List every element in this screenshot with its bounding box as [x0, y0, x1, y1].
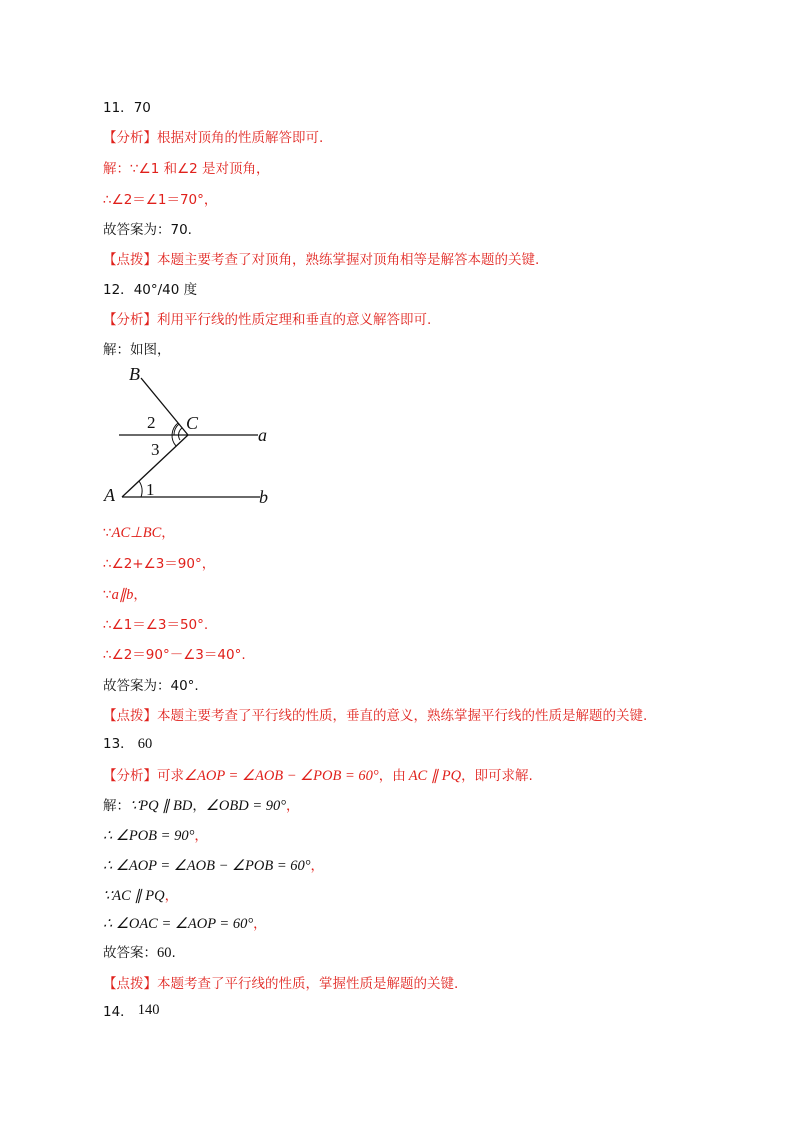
label-a-point: A [104, 485, 115, 505]
q12-step-5: ∴∠2＝90°－∠3＝40°. [103, 647, 246, 663]
q13-number: 13． [103, 736, 134, 752]
q12-step-1 [103, 524, 175, 542]
label-b-point: B [129, 364, 140, 384]
q13-solution-prefix: 解： [103, 798, 130, 814]
q13-analysis-mid: ，由 [378, 768, 406, 784]
q13-solution-line-4-math: ∵AC ∥ PQ [103, 888, 165, 904]
q11-answer-line [103, 99, 151, 117]
q13-solution-line-3 [103, 857, 324, 875]
comma: ， [192, 798, 206, 814]
q11-solution-line-2: ∴∠2＝∠1＝70°， [103, 192, 218, 208]
q12-step-2: ∴∠2+∠3＝90°， [103, 556, 216, 572]
label-line-b: b [259, 487, 268, 507]
label-angle-3: 3 [151, 440, 160, 459]
q12-answer: 40°/40 度 [133, 282, 198, 298]
q14-answer-line [103, 1003, 159, 1021]
q12-step-3 [103, 586, 147, 604]
label-line-a: a [258, 425, 267, 445]
q11-answer: 70 [133, 100, 151, 116]
q13-analysis-math-2: AC ∥ PQ [408, 768, 462, 784]
q12-step-3-math: a∥b [111, 587, 134, 603]
because-symbol: ∵ [103, 525, 112, 541]
q13-final-value: 60 [157, 945, 172, 961]
q13-solution-line-3-math: ∴ ∠AOP = ∠AOB − ∠POB = 60° [103, 858, 311, 874]
q11-comment: 【点拨】本题主要考查了对顶角，熟练掌握对顶角相等是解答本题的关键. [103, 252, 540, 268]
q12-step-4: ∴∠1＝∠3＝50°. [103, 617, 209, 633]
q14-number: 14． [103, 1004, 134, 1020]
q12-answer-line [103, 281, 197, 299]
q13-answer: 60 [137, 736, 153, 752]
q13-analysis-prefix: 【分析】可求 [103, 768, 184, 784]
angle-1-arc [139, 481, 142, 497]
comma: ， [194, 828, 208, 844]
parallel-lines-figure [96, 360, 296, 510]
q12-step-1-math: AC⊥BC [111, 525, 162, 541]
q13-solution-line-4 [103, 887, 178, 905]
q13-solution-line-5-math: ∴ ∠OAC = ∠AOP = 60° [103, 916, 254, 932]
comma: ， [310, 858, 325, 874]
q13-final-answer [103, 944, 176, 962]
q13-solution-math-1: ∵PQ ∥ BD [130, 798, 193, 814]
q13-analysis-end: ，即可求解. [461, 768, 533, 784]
q12-analysis: 【分析】利用平行线的性质定理和垂直的意义解答即可. [103, 312, 432, 328]
period: . [171, 945, 176, 961]
q13-solution-line-5 [103, 915, 267, 933]
angle-3-arc-inner [179, 428, 182, 440]
comma: ， [286, 798, 300, 814]
q11-number: 11． [103, 100, 134, 116]
comma: ， [164, 888, 179, 904]
label-angle-1: 1 [146, 480, 155, 499]
label-c-point: C [186, 413, 199, 433]
q13-analysis-math-1: ∠AOP = ∠AOB − ∠POB = 60° [184, 768, 379, 784]
q12-comment: 【点拨】本题主要考查了平行线的性质，垂直的意义，熟练掌握平行线的性质是解题的关键. [103, 708, 648, 724]
q13-answer-line [103, 735, 152, 753]
q12-solution-intro: 解：如图， [103, 342, 171, 358]
q13-solution-math-2: ∠OBD = 90° [205, 798, 287, 814]
q13-comment: 【点拨】本题考查了平行线的性质，掌握性质是解题的关键. [103, 976, 459, 992]
q11-final-answer: 故答案为：70. [103, 222, 192, 238]
q11-solution-line-1: 解：∵∠1 和∠2 是对顶角， [103, 161, 270, 177]
because-symbol: ∵ [103, 587, 112, 603]
q12-number: 12． [103, 282, 134, 298]
comma: ， [253, 916, 267, 932]
label-angle-2: 2 [147, 413, 156, 432]
q11-analysis: 【分析】根据对顶角的性质解答即可. [103, 130, 324, 146]
q13-solution-line-1 [103, 797, 300, 815]
comma: ， [161, 525, 175, 541]
q14-answer: 140 [137, 1002, 160, 1018]
comma: ， [133, 587, 147, 603]
q13-final-prefix: 故答案： [103, 945, 157, 961]
q13-solution-line-2 [103, 827, 208, 845]
q12-final-answer: 故答案为：40°. [103, 678, 199, 694]
q13-analysis [103, 767, 533, 785]
q13-solution-line-2-math: ∴ ∠POB = 90° [103, 828, 195, 844]
